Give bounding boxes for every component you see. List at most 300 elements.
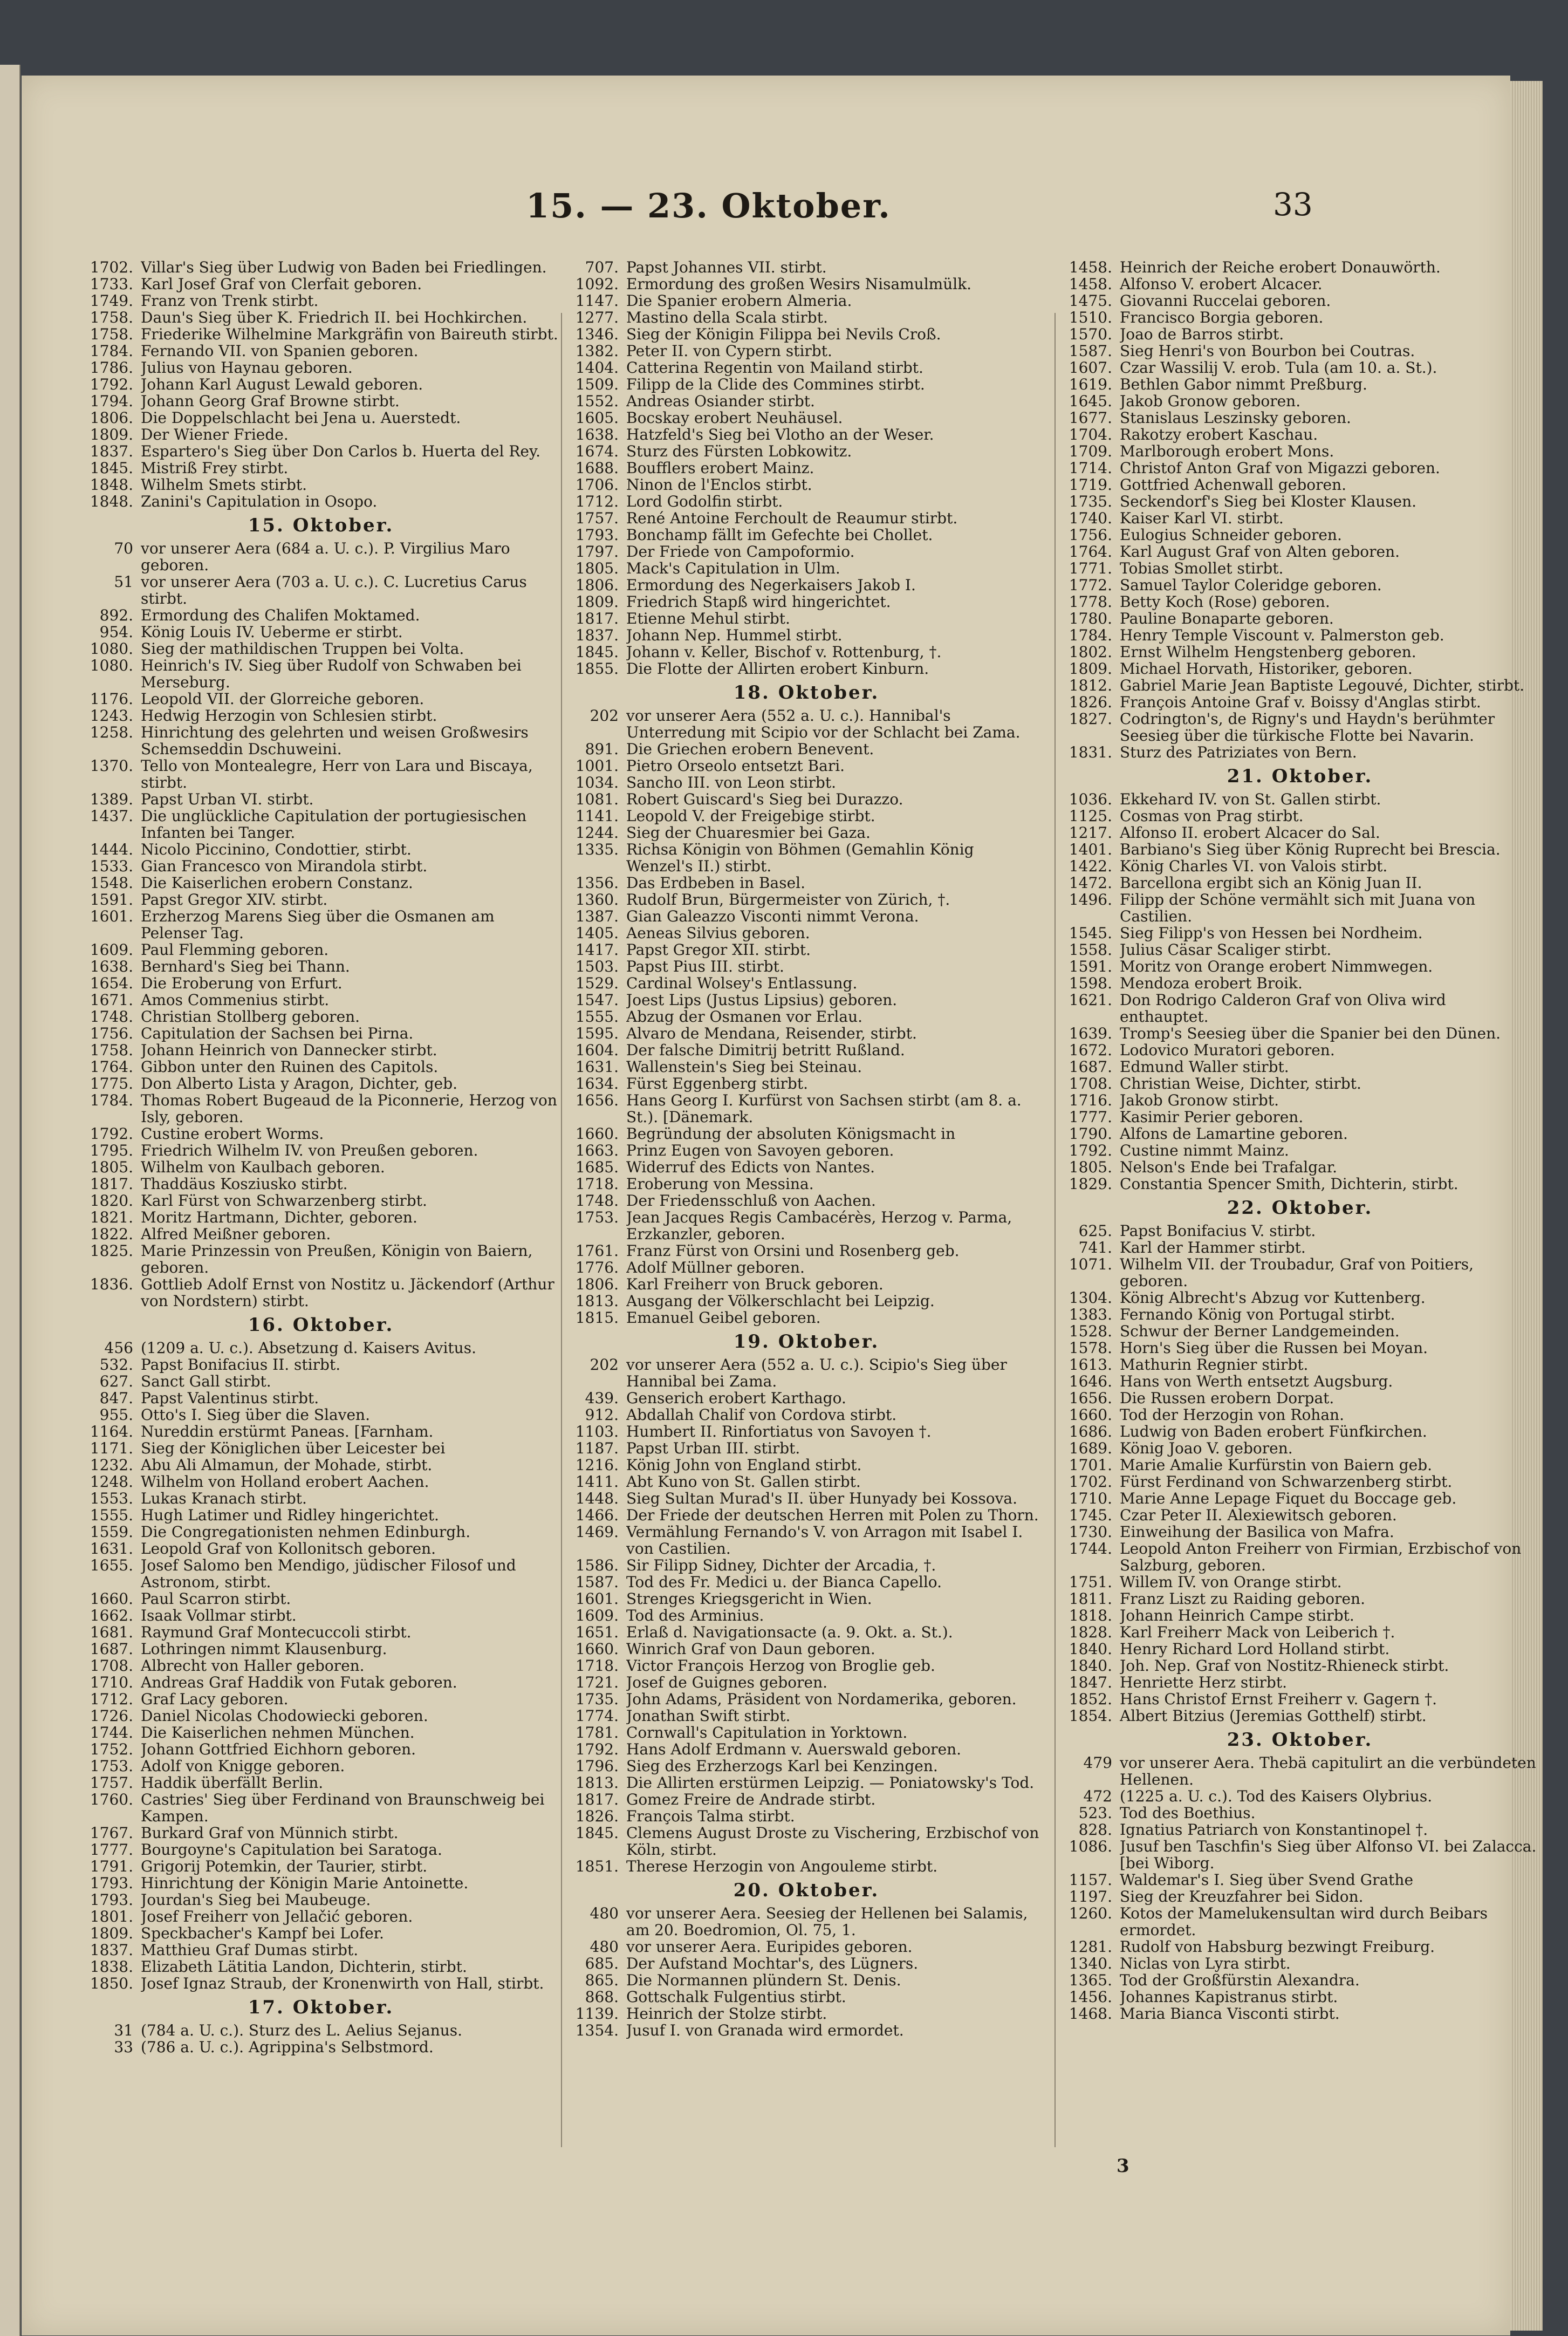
date-section-heading: 23. Oktober.	[1227, 1729, 1373, 1751]
entry-year: 1688.	[575, 459, 619, 477]
entry-text: Bonchamp fällt im Gefechte bei Chollet.	[626, 527, 933, 543]
entry-year: 1663.	[575, 1142, 619, 1159]
entry-text: Grigorij Potemkin, der Taurier, stirbt.	[141, 1858, 428, 1875]
entry-year: 1216.	[575, 1456, 619, 1474]
date-section-heading: 18. Oktober.	[733, 682, 880, 703]
entry-text: Gibbon unter den Ruinen des Capitols.	[141, 1058, 439, 1075]
calendar-entry	[1063, 460, 1537, 476]
calendar-entry	[569, 741, 1044, 757]
calendar-entry	[84, 259, 558, 276]
entry-year: 1777.	[90, 1841, 133, 1859]
calendar-entry	[84, 343, 558, 359]
calendar-entry	[569, 1691, 1044, 1707]
calendar-entry	[1063, 1306, 1537, 1323]
entry-year: 1587.	[575, 1573, 619, 1591]
calendar-entry	[84, 1025, 558, 1042]
calendar-entry	[569, 1724, 1044, 1741]
entry-year: 1456.	[1069, 1988, 1112, 2006]
entry-text: Johannes Kapistranus stirbt.	[1120, 1989, 1338, 2005]
entry-text: (786 a. U. c.). Agrippina's Selbstmord.	[141, 2039, 434, 2055]
calendar-entry	[1063, 1340, 1537, 1356]
entry-year: 1674.	[575, 442, 619, 460]
entry-text: Nicolo Piccinino, Condottier, stirbt.	[141, 841, 412, 858]
entry-text: Sieg der Chuaresmier bei Gaza.	[626, 824, 871, 841]
entry-text: Mathurin Regnier stirbt.	[1120, 1356, 1309, 1373]
entry-text: Wilhelm von Kaulbach geboren.	[141, 1159, 385, 1176]
entry-year: 1708.	[1069, 1075, 1112, 1092]
calendar-entry	[84, 426, 558, 443]
entry-year: 31	[114, 2021, 133, 2039]
entry-text: Barbiano's Sieg über König Ruprecht bei Brescia.	[1120, 841, 1501, 858]
entry-text: Sieg der Kreuzfahrer bei Sidon.	[1120, 1888, 1364, 1905]
entry-year: 625.	[1078, 1222, 1112, 1240]
entry-year: 1852.	[1069, 1690, 1112, 1708]
entry-year: 1744.	[90, 1724, 133, 1741]
calendar-entry	[569, 493, 1044, 510]
entry-text: Papst Bonifacius II. stirbt.	[141, 1356, 341, 1373]
entry-year: 1845.	[90, 459, 133, 477]
entry-text: vor unserer Aera (703 a. U. c.). C. Lucretius Carus stirbt.	[141, 573, 527, 607]
entry-year: 1621.	[1069, 991, 1112, 1009]
calendar-entry	[1063, 359, 1537, 376]
calendar-entry	[569, 841, 1044, 875]
calendar-entry	[1063, 824, 1537, 841]
entry-year: 828.	[1078, 1821, 1112, 1839]
entry-text: Tello von Montealegre, Herr von Lara und Biscaya, stirbt.	[141, 757, 533, 791]
calendar-entry	[1063, 292, 1537, 309]
entry-text: Christian Weise, Dichter, stirbt.	[1120, 1075, 1361, 1092]
entry-text: Ermordung des Negerkaisers Jakob I.	[626, 577, 916, 593]
entry-year: 1360.	[575, 891, 619, 909]
calendar-entry	[1063, 276, 1537, 292]
calendar-entry	[1063, 1821, 1537, 1838]
entry-text: Burkard Graf von Münnich stirbt.	[141, 1825, 399, 1841]
entry-year: 1639.	[1069, 1024, 1112, 1042]
entry-year: 1217.	[1069, 824, 1112, 842]
signature-mark: 3	[1117, 2155, 1129, 2177]
entry-year: 1081.	[575, 790, 619, 808]
entry-text: Graf Lacy geboren.	[141, 1691, 289, 1707]
entry-year: 1821.	[90, 1208, 133, 1226]
entry-year: 1578.	[1069, 1339, 1112, 1357]
calendar-entry	[84, 1209, 558, 1226]
entry-text: Kaiser Karl VI. stirbt.	[1120, 510, 1284, 527]
calendar-entry	[84, 1641, 558, 1657]
entry-text: Maria Bianca Visconti stirbt.	[1120, 2005, 1340, 2022]
entry-text: Rudolf von Habsburg bezwingt Freiburg.	[1120, 1938, 1435, 1955]
calendar-entry	[569, 2005, 1044, 2022]
calendar-entry	[84, 1042, 558, 1058]
entry-text: Wilhelm Smets stirbt.	[141, 476, 307, 493]
calendar-entry	[1063, 1624, 1537, 1641]
entry-year: 1437.	[90, 807, 133, 825]
entry-year: 1671.	[90, 991, 133, 1009]
entry-text: Wilhelm VII. der Troubadur, Graf von Poitiers, geboren.	[1120, 1256, 1474, 1289]
entry-year: 1176.	[90, 690, 133, 708]
entry-text: Die Kaiserlichen nehmen München.	[141, 1724, 415, 1741]
entry-year: 1335.	[575, 841, 619, 858]
entry-text: Ernst Wilhelm Hengstenberg geboren.	[1120, 644, 1416, 660]
entry-text: König Joao V. geboren.	[1120, 1440, 1293, 1457]
calendar-entry	[84, 1373, 558, 1390]
calendar-entry	[569, 1624, 1044, 1641]
entry-text: Adolf Müllner geboren.	[626, 1259, 805, 1276]
entry-year: 1780.	[1069, 610, 1112, 627]
entry-text: (1225 a. U. c.). Tod des Kaisers Olybrius.	[1120, 1788, 1433, 1805]
entry-text: König Louis IV. Ueberme er stirbt.	[141, 624, 403, 640]
entry-year: 1595.	[575, 1024, 619, 1042]
entry-year: 1034.	[575, 774, 619, 791]
calendar-entry	[569, 1356, 1044, 1390]
entry-year: 1304.	[1069, 1289, 1112, 1307]
calendar-entry	[1063, 577, 1537, 593]
calendar-entry	[84, 1674, 558, 1691]
entry-text: Sieg Henri's von Bourbon bei Coutras.	[1120, 343, 1415, 359]
entry-text: Karl August Graf von Alten geboren.	[1120, 543, 1400, 560]
calendar-entry	[84, 1891, 558, 1908]
entry-text: Kasimir Perier geboren.	[1120, 1109, 1304, 1125]
calendar-entry	[84, 891, 558, 908]
entry-text: Tod des Arminius.	[626, 1607, 764, 1624]
entry-text: Winrich Graf von Daun geboren.	[626, 1641, 875, 1657]
entry-text: Filipp de la Clide des Commines stirbt.	[626, 376, 925, 393]
calendar-entry	[1063, 627, 1537, 644]
entry-year: 1781.	[575, 1724, 619, 1741]
entry-year: 1383.	[1069, 1306, 1112, 1323]
calendar-entry	[1063, 393, 1537, 409]
entry-year: 1171.	[90, 1439, 133, 1457]
calendar-entry	[1063, 858, 1537, 875]
entry-text: König John von England stirbt.	[626, 1457, 862, 1473]
entry-year: 892.	[99, 606, 133, 624]
entry-text: Mistriß Frey stirbt.	[141, 460, 289, 476]
entry-year: 1837.	[90, 1941, 133, 1959]
entry-text: Mack's Capitulation in Ulm.	[626, 560, 840, 577]
entry-text: Genserich erobert Karthago.	[626, 1390, 846, 1406]
entry-year: 1818.	[1069, 1607, 1112, 1624]
entry-year: 1793.	[90, 1874, 133, 1892]
entry-year: 1784.	[1069, 626, 1112, 644]
calendar-entry	[1063, 426, 1537, 443]
calendar-entry	[84, 1875, 558, 1891]
entry-text: Leopold VII. der Glorreiche geboren.	[141, 691, 424, 707]
calendar-entry	[569, 1989, 1044, 2005]
calendar-entry	[569, 1758, 1044, 1774]
calendar-entry	[569, 1657, 1044, 1674]
entry-year: 1340.	[1069, 1955, 1112, 1972]
entry-year: 685.	[585, 1955, 619, 1972]
entry-year: 1831.	[1069, 743, 1112, 761]
entry-text: Abt Kuno von St. Gallen stirbt.	[626, 1473, 861, 1490]
entry-text: Julius Cäsar Scaliger stirbt.	[1120, 941, 1332, 958]
calendar-entry	[569, 1276, 1044, 1293]
calendar-entry	[1063, 1092, 1537, 1109]
entry-text: Gottlieb Adolf Ernst von Nostitz u. Jäckendorf (Arthur von Nordstern) stirbt.	[141, 1276, 554, 1309]
calendar-entry	[569, 309, 1044, 326]
date-section-heading: 19. Oktober.	[733, 1331, 880, 1353]
calendar-entry	[1063, 610, 1537, 627]
calendar-entry	[569, 1058, 1044, 1075]
entry-text: Codrington's, de Rigny's und Haydn's berühmter Seesieg über die türkische Flotte bei Navarin.	[1120, 711, 1495, 744]
entry-text: Betty Koch (Rose) geboren.	[1120, 593, 1330, 610]
entry-text: Sieg der mathildischen Truppen bei Volta.	[141, 640, 464, 657]
entry-text: Franz Fürst von Orsini und Rosenberg geb.	[626, 1242, 960, 1259]
entry-text: Hinrichtung der Königin Marie Antoinette.	[141, 1875, 469, 1891]
calendar-entry	[84, 1176, 558, 1192]
calendar-entry	[569, 941, 1044, 958]
entry-year: 1354.	[575, 2021, 619, 2039]
calendar-entry	[569, 1242, 1044, 1259]
entry-year: 472	[1083, 1787, 1112, 1805]
entry-text: Thomas Robert Bugeaud de la Piconnerie, Herzog von Isly, geboren.	[141, 1092, 557, 1125]
entry-text: Cardinal Wolsey's Entlassung.	[626, 975, 858, 992]
calendar-entry	[84, 393, 558, 409]
entry-year: 1784.	[90, 1091, 133, 1109]
calendar-entry	[1063, 1888, 1537, 1905]
calendar-entry	[84, 573, 558, 607]
calendar-entry	[1063, 1373, 1537, 1390]
entry-text: Karl der Hammer stirbt.	[1120, 1239, 1306, 1256]
entry-text: Stanislaus Leszinsky geboren.	[1120, 409, 1351, 426]
entry-year: 1735.	[575, 1690, 619, 1708]
calendar-entry	[1063, 1805, 1537, 1821]
entry-text: Julius von Haynau geboren.	[141, 359, 353, 376]
entry-year: 1605.	[575, 409, 619, 427]
entry-year: 1258.	[90, 723, 133, 741]
entry-year: 1811.	[1069, 1590, 1112, 1608]
entry-text: Capitulation der Sachsen bei Pirna.	[141, 1025, 414, 1042]
entry-year: 1712.	[90, 1690, 133, 1708]
entry-year: 1591.	[90, 891, 133, 909]
calendar-entry	[84, 1058, 558, 1075]
calendar-entry	[84, 1406, 558, 1423]
entry-text: Ermordung des Chalifen Moktamed.	[141, 607, 420, 624]
calendar-entry	[84, 359, 558, 376]
calendar-entry	[84, 2022, 558, 2039]
calendar-entry	[84, 540, 558, 573]
entry-text: Matthieu Graf Dumas stirbt.	[141, 1942, 359, 1958]
entry-text: Czar Peter II. Alexiewitsch geboren.	[1120, 1507, 1397, 1524]
entry-year: 33	[114, 2038, 133, 2056]
entry-year: 1533.	[90, 857, 133, 875]
entry-year: 741.	[1078, 1239, 1112, 1256]
entry-text: Hans Adolf Erdmann v. Auerswald geboren.	[626, 1741, 962, 1758]
calendar-entry	[569, 875, 1044, 891]
calendar-entry	[569, 1473, 1044, 1490]
calendar-entry	[84, 1356, 558, 1373]
calendar-entry	[1063, 875, 1537, 891]
entry-text: Ludwig von Baden erobert Fünfkirchen.	[1120, 1423, 1427, 1440]
entry-text: Jusuf ben Taschfin's Sieg über Alfonso VI. bei Zalacca. [bei Wiborg.	[1120, 1838, 1537, 1871]
entry-year: 1840.	[1069, 1640, 1112, 1658]
entry-year: 1613.	[1069, 1356, 1112, 1374]
calendar-entry	[84, 1092, 558, 1125]
calendar-entry	[1063, 1754, 1537, 1788]
calendar-entry	[1063, 1871, 1537, 1888]
entry-text: Espartero's Sieg über Don Carlos b. Huerta del Rey.	[141, 443, 540, 460]
entry-text: Die Normannen plündern St. Denis.	[626, 1972, 901, 1989]
entry-year: 1710.	[90, 1674, 133, 1691]
entry-text: Sieg Sultan Murad's II. über Hunyady bei Kossova.	[626, 1490, 1018, 1507]
calendar-entry	[1063, 1674, 1537, 1691]
entry-text: Pietro Orseolo entsetzt Bari.	[626, 757, 845, 774]
entry-year: 1772.	[1069, 576, 1112, 594]
calendar-entry	[84, 1440, 558, 1457]
entry-text: Paul Scarron stirbt.	[141, 1590, 291, 1607]
calendar-entry	[84, 409, 558, 426]
entry-year: 1748.	[90, 1008, 133, 1026]
entry-year: 1662.	[90, 1607, 133, 1624]
entry-text: François Talma stirbt.	[626, 1808, 795, 1825]
entry-year: 1829.	[1069, 1175, 1112, 1193]
entry-year: 1529.	[575, 974, 619, 992]
entry-year: 1232.	[90, 1456, 133, 1474]
entry-text: Adolf von Knigge geboren.	[141, 1758, 345, 1774]
entry-text: Humbert II. Rinfortiatus von Savoyen †.	[626, 1423, 932, 1440]
calendar-entry	[569, 992, 1044, 1008]
calendar-entry	[1063, 1838, 1537, 1871]
calendar-entry	[569, 757, 1044, 774]
calendar-entry	[1063, 1042, 1537, 1058]
column-divider	[561, 313, 562, 2147]
entry-text: Johann Karl August Lewald geboren.	[141, 376, 423, 393]
calendar-entry	[569, 527, 1044, 543]
entry-text: Albrecht von Haller geboren.	[141, 1657, 365, 1674]
entry-text: Pauline Bonaparte geboren.	[1120, 610, 1334, 627]
calendar-entry	[84, 691, 558, 707]
entry-text: Die Russen erobern Dorpat.	[1120, 1390, 1334, 1406]
entry-text: Emanuel Geibel geboren.	[626, 1309, 821, 1326]
entry-text: Tobias Smollet stirbt.	[1120, 560, 1284, 577]
calendar-entry	[569, 1423, 1044, 1440]
entry-year: 1794.	[90, 392, 133, 410]
calendar-entry	[84, 1242, 558, 1276]
entry-year: 1756.	[1069, 526, 1112, 544]
calendar-entry	[84, 640, 558, 657]
entry-text: Sancho III. von Leon stirbt.	[626, 774, 836, 791]
calendar-entry	[1063, 1905, 1537, 1938]
calendar-entry	[1063, 1109, 1537, 1125]
entry-text: Samuel Taylor Coleridge geboren.	[1120, 577, 1382, 593]
entry-year: 1387.	[575, 907, 619, 925]
entry-text: Papst Bonifacius V. stirbt.	[1120, 1222, 1316, 1239]
entry-year: 1660.	[90, 1590, 133, 1608]
calendar-entry	[569, 443, 1044, 460]
calendar-entry	[84, 1075, 558, 1092]
entry-text: Papst Valentinus stirbt.	[141, 1390, 319, 1406]
entry-year: 1187.	[575, 1439, 619, 1457]
calendar-entry	[569, 1008, 1044, 1025]
entry-text: Wilhelm von Holland erobert Aachen.	[141, 1473, 429, 1490]
entry-text: Daniel Nicolas Chodowiecki geboren.	[141, 1707, 428, 1724]
entry-text: Jourdan's Sieg bei Maubeuge.	[141, 1891, 371, 1908]
entry-year: 1761.	[575, 1242, 619, 1260]
entry-year: 1417.	[575, 941, 619, 959]
calendar-entry	[1063, 1159, 1537, 1176]
entry-text: Der Wiener Friede.	[141, 426, 289, 443]
entry-text: König Albrecht's Abzug vor Kuttenberg.	[1120, 1289, 1426, 1306]
calendar-entry	[84, 376, 558, 393]
entry-year: 912.	[585, 1406, 619, 1424]
entry-year: 1631.	[575, 1058, 619, 1076]
entry-text: Mendoza erobert Broik.	[1120, 975, 1303, 992]
entry-year: 1071.	[1069, 1255, 1112, 1273]
calendar-entry	[84, 1142, 558, 1159]
entry-year: 1716.	[1069, 1091, 1112, 1109]
entry-year: 439.	[585, 1389, 619, 1407]
entry-year: 1751.	[1069, 1573, 1112, 1591]
entry-text: Joh. Nep. Graf von Nostitz-Rhieneck stirbt.	[1120, 1657, 1449, 1674]
entry-year: 1714.	[1069, 459, 1112, 477]
entry-year: 1660.	[1069, 1406, 1112, 1424]
entry-year: 1757.	[90, 1774, 133, 1792]
entry-text: Der Friedensschluß von Aachen.	[626, 1192, 876, 1209]
entry-text: Ermordung des großen Wesirs Nisamulmülk.	[626, 276, 972, 292]
date-section-heading: 21. Oktober.	[1227, 766, 1373, 787]
entry-text: Therese Herzogin von Angouleme stirbt.	[626, 1858, 938, 1875]
entry-text: Franz Liszt zu Raiding geboren.	[1120, 1590, 1365, 1607]
entry-year: 1749.	[90, 292, 133, 310]
calendar-entry	[569, 1590, 1044, 1607]
entry-text: Czar Wassilij V. erob. Tula (am 10. a. St.).	[1120, 359, 1437, 376]
entry-year: 1686.	[1069, 1423, 1112, 1440]
calendar-entry	[1063, 593, 1537, 610]
entry-year: 1645.	[1069, 392, 1112, 410]
calendar-entry	[569, 1938, 1044, 1955]
entry-text: Ignatius Patriarch von Konstantinopel †.	[1120, 1821, 1428, 1838]
calendar-entry	[569, 1574, 1044, 1590]
entry-text: Friedrich Stapß wird hingerichtet.	[626, 593, 891, 610]
calendar-entry	[569, 1741, 1044, 1758]
entry-year: 1689.	[1069, 1439, 1112, 1457]
calendar-entry	[1063, 1390, 1537, 1406]
calendar-entry	[1063, 2005, 1537, 2022]
entry-year: 1806.	[575, 1275, 619, 1293]
entry-year: 1555.	[575, 1008, 619, 1026]
entry-year: 1758.	[90, 309, 133, 326]
entry-text: Hans Christof Ernst Freiherr v. Gagern †.	[1120, 1691, 1437, 1707]
calendar-entry	[1063, 1590, 1537, 1607]
entry-year: 1260.	[1069, 1904, 1112, 1922]
entry-year: 1528.	[1069, 1322, 1112, 1340]
calendar-entry	[569, 1972, 1044, 1989]
entry-year: 1777.	[1069, 1108, 1112, 1126]
entry-text: Etienne Mehul stirbt.	[626, 610, 790, 627]
entry-year: 1792.	[575, 1740, 619, 1758]
entry-text: Sieg der Königin Filippa bei Nevils Croß.	[626, 326, 941, 343]
entry-text: Die Doppelschlacht bei Jena u. Auerstedt.	[141, 409, 461, 426]
entry-text: Heinrich's IV. Sieg über Rudolf von Schwaben bei Merseburg.	[141, 657, 522, 691]
entry-year: 868.	[585, 1988, 619, 2006]
page-number: 33	[1273, 186, 1313, 223]
entry-year: 1558.	[1069, 941, 1112, 959]
calendar-entry	[84, 1008, 558, 1025]
calendar-entry	[569, 376, 1044, 393]
calendar-entry	[1063, 808, 1537, 824]
calendar-entry	[569, 1674, 1044, 1691]
entry-year: 1277.	[575, 309, 619, 326]
entry-year: 1591.	[1069, 958, 1112, 975]
entry-year: 1792.	[90, 375, 133, 393]
calendar-entry	[84, 975, 558, 992]
calendar-entry	[1063, 1075, 1537, 1092]
entry-text: Fernando König von Portugal stirbt.	[1120, 1306, 1395, 1323]
entry-text: Hugh Latimer und Ridley hingerichtet.	[141, 1507, 439, 1524]
calendar-entry	[1063, 1507, 1537, 1524]
entry-text: Johann Nep. Hummel stirbt.	[626, 627, 843, 644]
entry-text: Hans Georg I. Kurfürst von Sachsen stirbt (am 8. a. St.). [Dänemark.	[626, 1092, 1022, 1125]
entry-text: Sir Filipp Sidney, Dichter der Arcadia, †.	[626, 1557, 936, 1574]
